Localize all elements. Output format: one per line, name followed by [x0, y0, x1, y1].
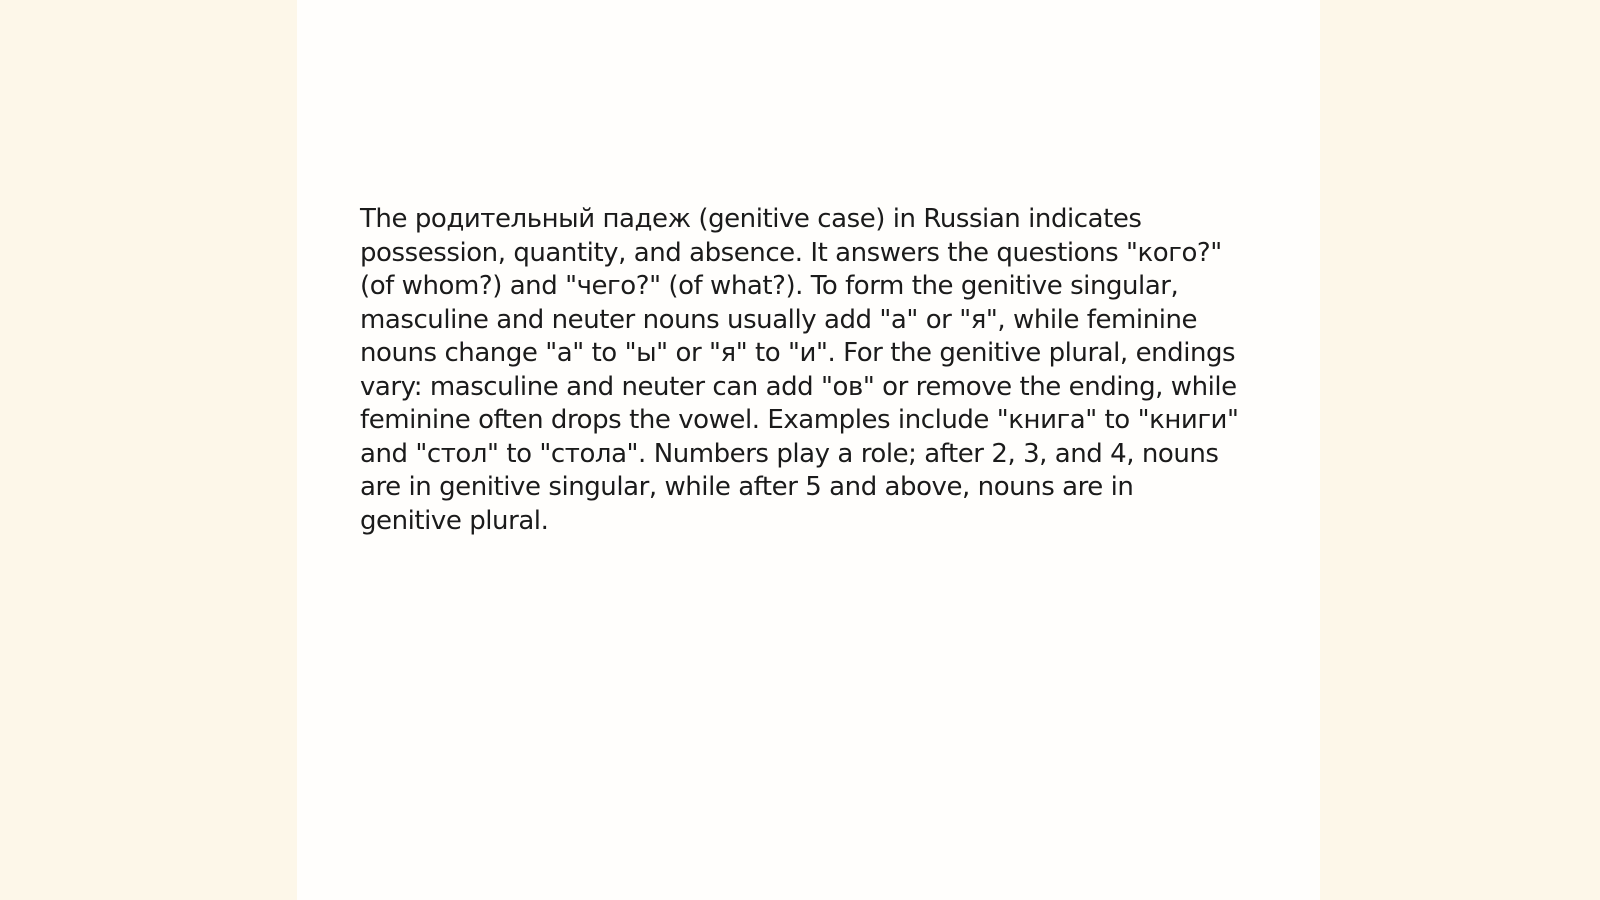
document-page: [297, 0, 1320, 900]
body-paragraph: The родительный падеж (genitive case) in Russian indicates possession, quantity, and absence. It answers the questions "кого?" (of whom?) and "чего?" (of what?). To form the genitive singular, masculine and neuter nouns usually add "а" or "я", while feminine nouns change "а" to "ы" or "я" to "и". For the genitive plural, endings vary: masculine and neuter can add "ов" or remove the ending, while feminine often drops the vowel. Examples include "книга" to "книги" and "стол" to "стола". Numbers play a role; after 2, 3, and 4, nouns are in genitive singular, while after 5 and above, nouns are in genitive plural.: [360, 204, 1239, 536]
